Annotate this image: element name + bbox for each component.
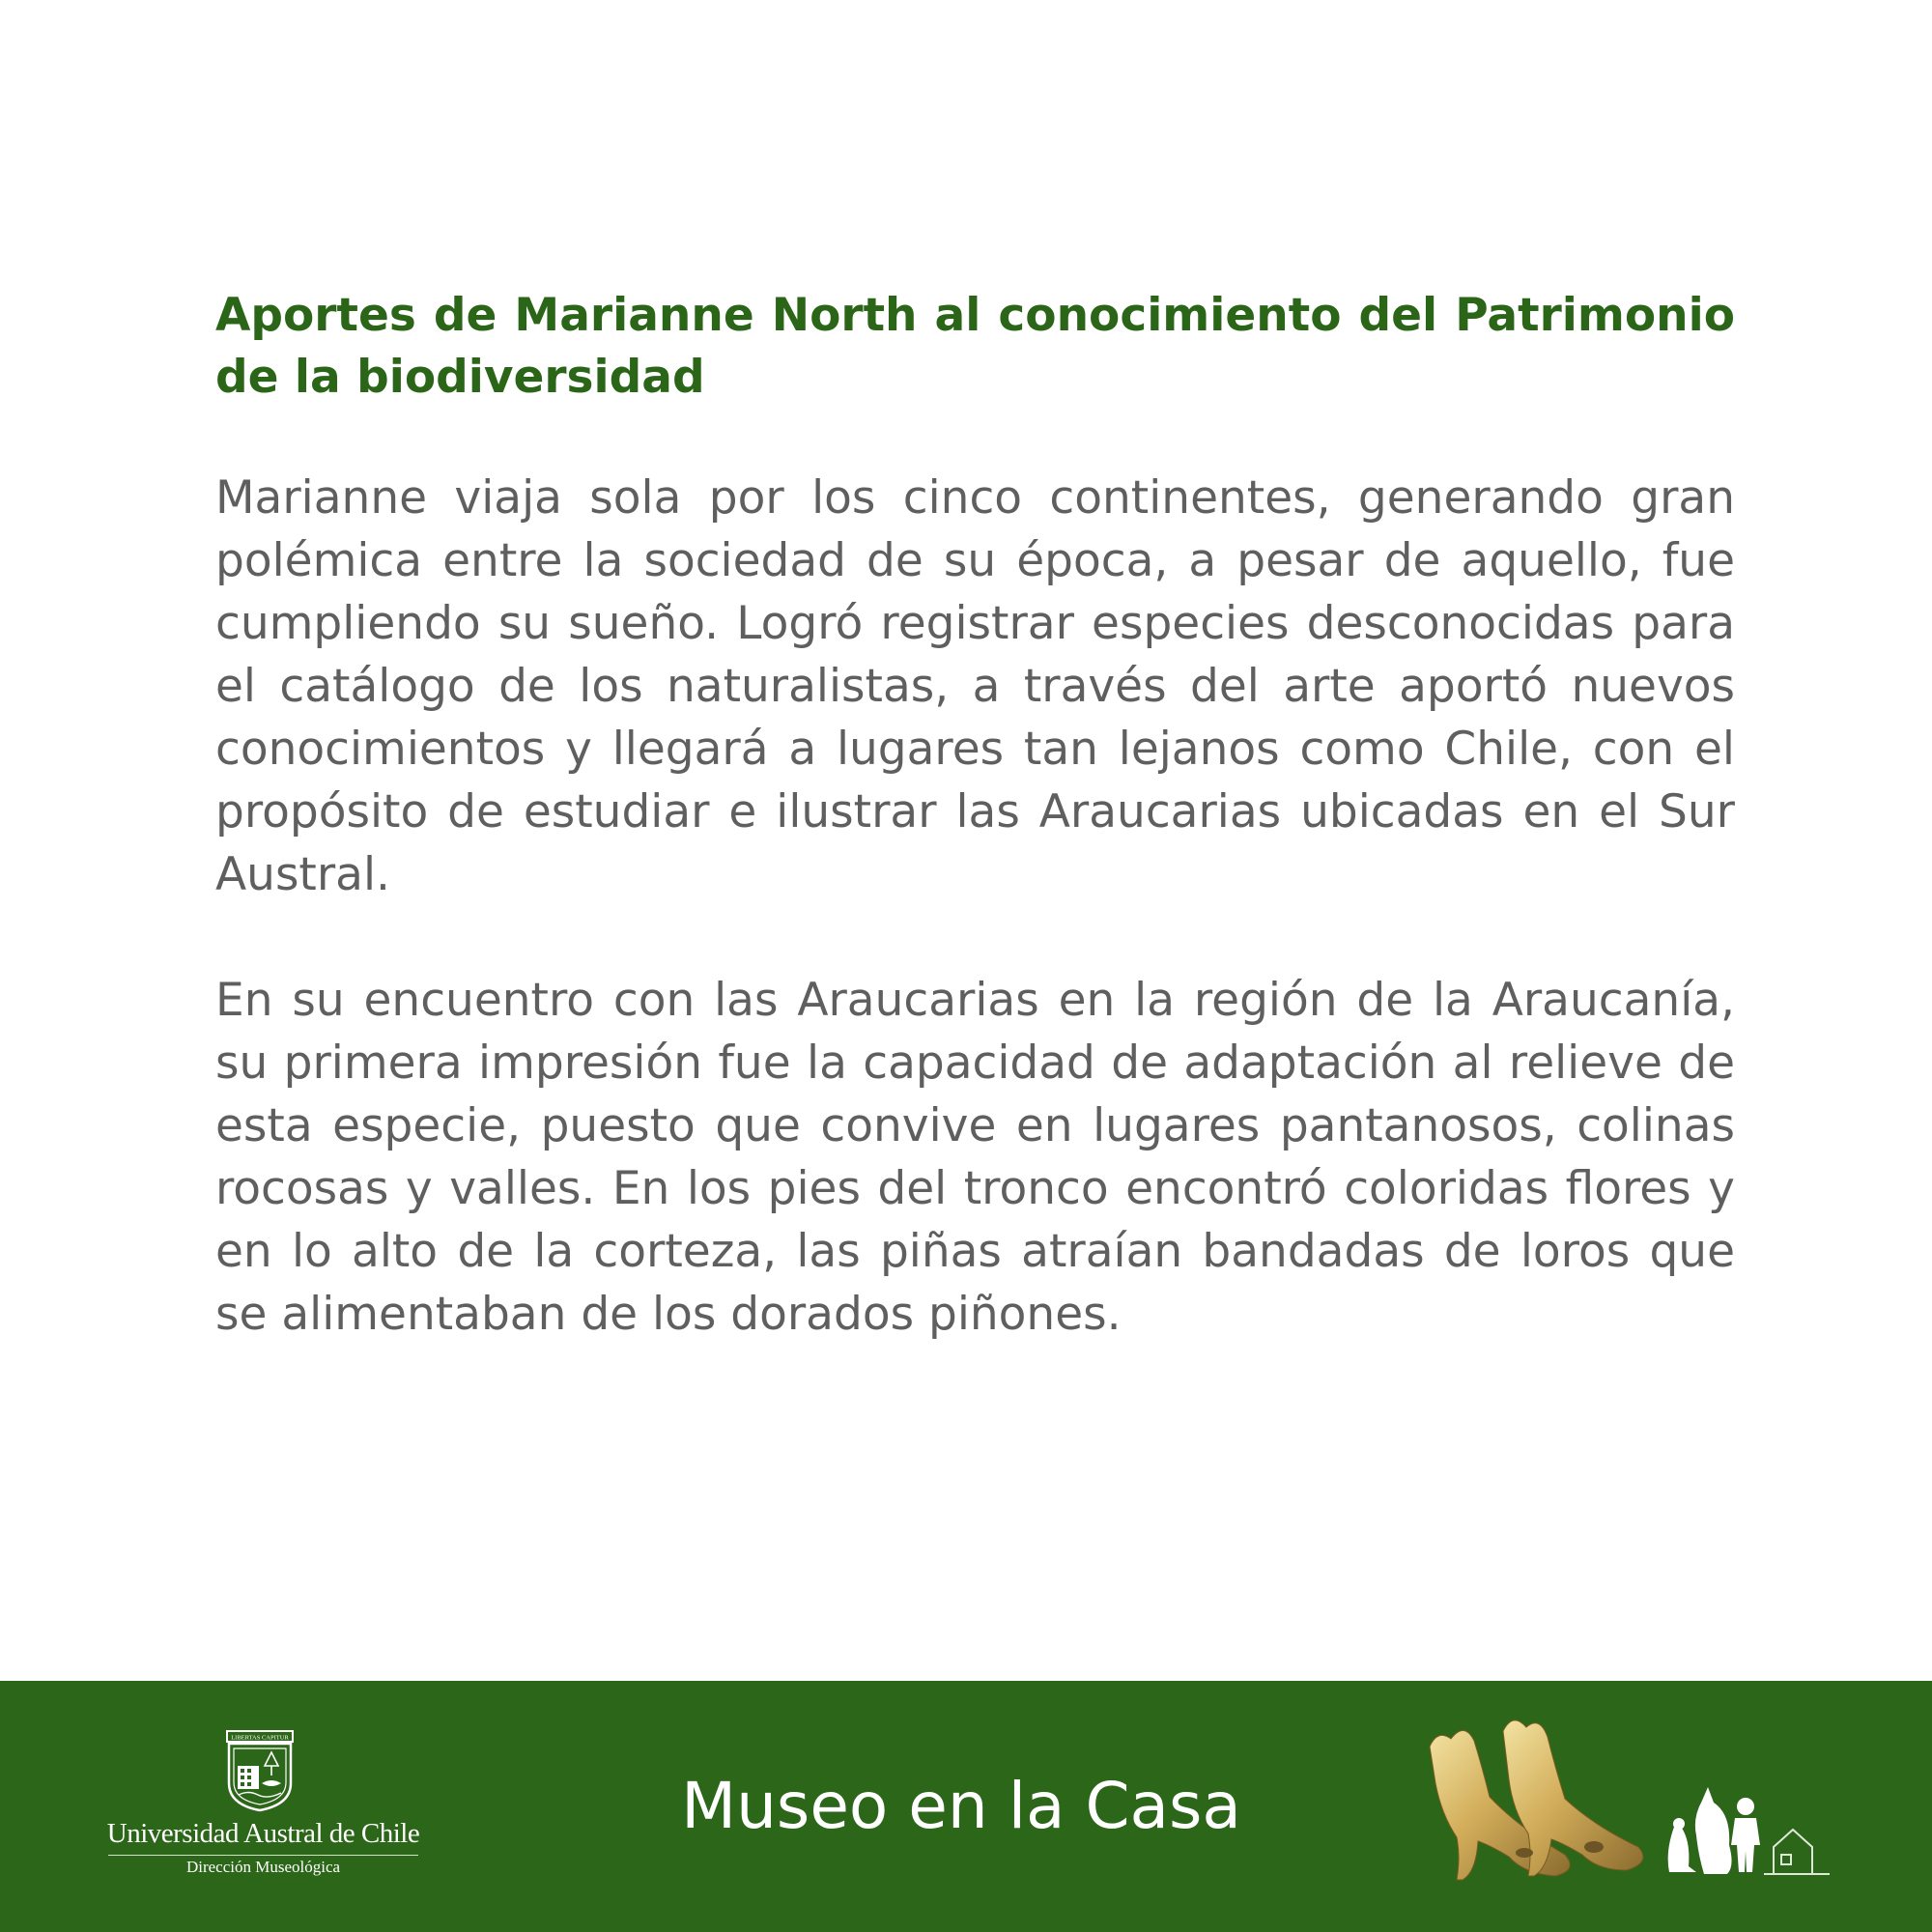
golden-shoes-icon — [1430, 1720, 1643, 1880]
university-name: Universidad Austral de Chile — [106, 1818, 420, 1849]
museum-title: Museo en la Casa — [681, 1769, 1241, 1843]
university-department: Dirección Museológica — [185, 1858, 341, 1876]
article-paragraph-2: En su encuentro con las Araucarias en la región de la Araucanía, su primera impresión fue la capacidad de adaptación al relieve de esta especie, puesto que convive en lugares pantanosos, colinas rocosas y valles. En los pies del tronco encontró coloridas flores y en lo alto de la corteza, las piñas atraían bandadas de loros que se alimentaban de los dorados piñones. — [215, 974, 1735, 1341]
footer-decoration — [1420, 1710, 1835, 1922]
dog-cat-child-icon — [1668, 1787, 1760, 1874]
crest-motto: LIBERTAS CAPITUR — [231, 1734, 289, 1742]
footer-banner — [0, 1681, 1932, 1932]
article-paragraph-1: Marianne viaja sola por los cinco continentes, generando gran polémica entre la sociedad de su época, a pesar de aquello, fue cumpliendo su sueño. Logró registrar especies desconocidas para el catálogo de los naturalistas, a través del arte aportó nuevos conocimientos y llegará a lugares tan lejanos como Chile, con el propósito de estudiar e ilustrar las Araucarias ubicadas en el Sur Austral. — [215, 471, 1735, 901]
article — [215, 285, 1735, 1346]
house-icon — [1764, 1830, 1830, 1874]
article-title: Aportes de Marianne North al conocimiento del Patrimonio de la biodiversidad — [215, 289, 1735, 404]
